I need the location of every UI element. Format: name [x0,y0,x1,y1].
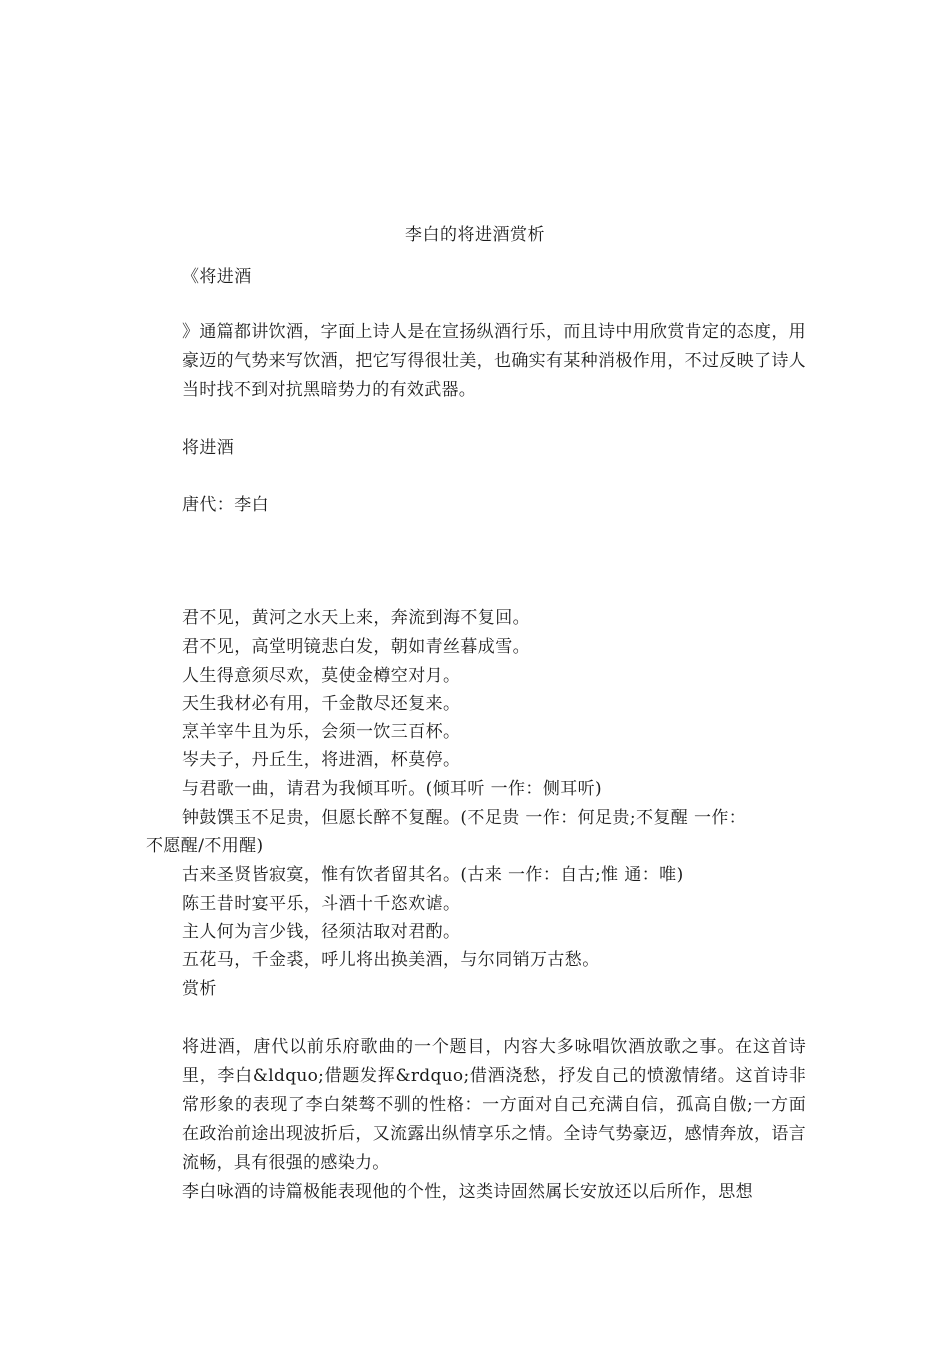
poem-line: 主人何为言少钱，径须沽取对君酌。 [182,922,461,942]
poem-line-continuation: 不愿醒/不用醒) [146,836,264,856]
poem-line: 天生我材必有用，千金散尽还复来。 [182,694,461,714]
appreciation-paragraph-2-text: 李白咏酒的诗篇极能表现他的个性，这类诗固然属长安放还以后所作，思想 [182,1182,753,1202]
intro-open-line: 《将进酒 [182,267,252,287]
appreciation-paragraph-1-text: 将进酒，唐代以前乐府歌曲的一个题目，内容大多咏唱饮酒放歌之事。在这首诗里，李白&ldquo;借题发挥&rdquo;借酒浇愁，抒发自己的愤激情绪。这首诗非常形象的表现了李白桀骜不驯的性格：一方面对自己充满自信，孤高自傲;一方面在政治前途出现波折后，又流露出纵情享乐之情。全诗气势豪迈，感情奔放，语言流畅，具有很强的感染力。 [182,1037,806,1173]
poem-title: 将进酒 [182,438,235,458]
poem-line: 古来圣贤皆寂寞，惟有饮者留其名。(古来 一作：自古;惟 通：唯) [182,865,684,885]
appreciation-paragraph-1 [146,1033,806,1178]
poem-author: 唐代：李白 [182,495,269,515]
appreciation-paragraph-2 [146,1178,806,1207]
poem-line: 君不见，高堂明镜悲白发，朝如青丝暮成雪。 [182,637,530,657]
poem-line: 五花马，千金裘，呼儿将出换美酒，与尔同销万古愁。 [182,950,600,970]
poem-line: 人生得意须尽欢，莫使金樽空对月。 [182,666,461,686]
poem-line: 岑夫子，丹丘生，将进酒，杯莫停。 [182,750,461,770]
poem-line: 钟鼓馔玉不足贵，但愿长醉不复醒。(不足贵 一作：何足贵;不复醒 一作： [182,808,747,828]
poem-line: 陈王昔时宴平乐，斗酒十千恣欢谑。 [182,894,461,914]
poem-line: 烹羊宰牛且为乐，会须一饮三百杯。 [182,722,461,742]
intro-paragraph-text: 》通篇都讲饮酒，字面上诗人是在宣扬纵酒行乐，而且诗中用欣赏肯定的态度，用豪迈的气势来写饮酒，把它写得很壮美，也确实有某种消极作用，不过反映了诗人当时找不到对抗黑暗势力的有效武器。 [182,322,806,400]
poem-line: 与君歌一曲，请君为我倾耳听。(倾耳听 一作：侧耳听) [182,779,603,799]
appreciation-heading: 赏析 [182,979,217,999]
intro-paragraph [146,318,806,405]
document-title: 李白的将进酒赏析 [405,225,545,245]
poem-line: 君不见，黄河之水天上来，奔流到海不复回。 [182,608,530,628]
